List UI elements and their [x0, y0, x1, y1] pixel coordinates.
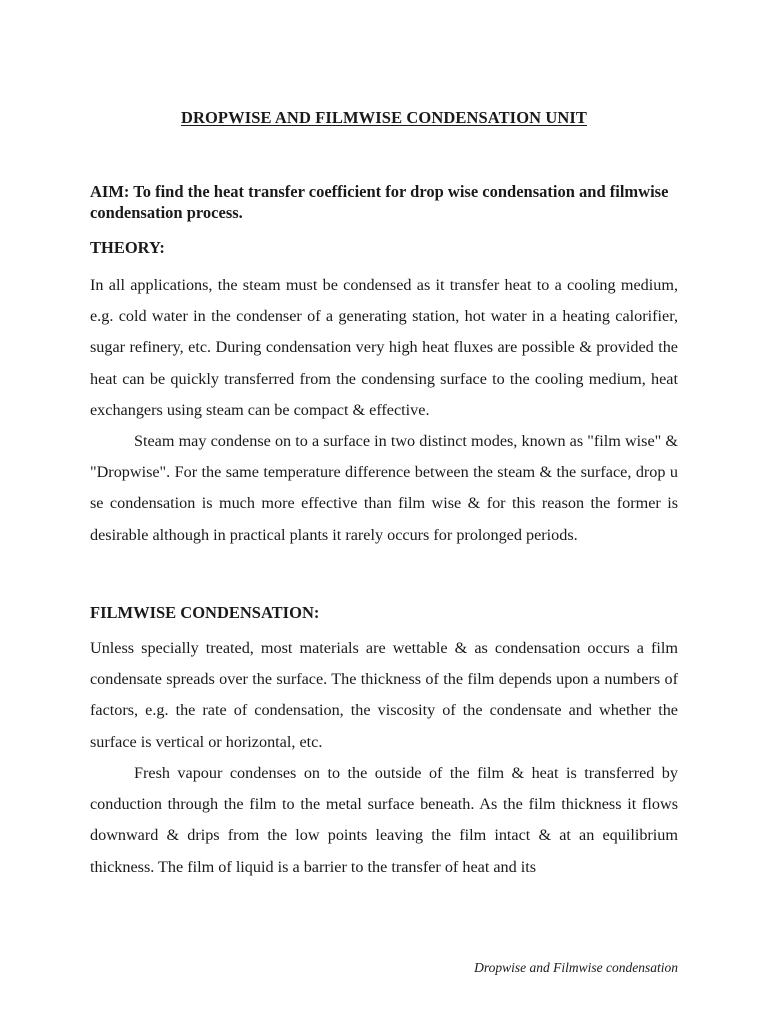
document-title: DROPWISE AND FILMWISE CONDENSATION UNIT — [180, 108, 588, 127]
theory-paragraph-2: Steam may condense on to a surface in two distinct modes, known as "film wise" & "Dropwise". For the same temperature difference between the steam & the surface, drop u se condensation is much more effective than film wise & for this reason the former is desirable although in practical plants it rarely occurs for prolonged periods. — [90, 432, 678, 544]
theory-heading: THEORY: — [90, 238, 165, 257]
page-footer: Dropwise and Filmwise condensation — [474, 960, 678, 975]
theory-paragraph-1: In all applications, the steam must be condensed as it transfer heat to a cooling medium, e.g. cold water in the condenser of a generating station, hot water in a heating calorifier, sugar refinery, etc. During condensation very high heat fluxes are possible & provided the heat can be quickly transferred from the condensing surface to the cooling medium, heat exchangers using steam can be compact & effective. — [90, 276, 678, 419]
aim-statement: AIM: To find the heat transfer coefficient for drop wise condensation and filmwise condensation process. — [90, 182, 669, 222]
filmwise-paragraph-2: Fresh vapour condenses on to the outside of the film & heat is transferred by conduction through the film to the metal surface beneath. As the film thickness it flows downward & drips from the low points leaving the film intact & at an equilibrium thickness. The film of liquid is a barrier to the transfer of heat and its — [90, 764, 678, 876]
filmwise-paragraph-1: Unless specially treated, most materials are wettable & as condensation occurs a film condensate spreads over the surface. The thickness of the film depends upon a numbers of factors, e.g. the rate of condensation, the viscosity of the condensate and whether the surface is vertical or horizontal, etc. — [90, 639, 678, 751]
filmwise-heading: FILMWISE CONDENSATION: — [90, 603, 320, 622]
